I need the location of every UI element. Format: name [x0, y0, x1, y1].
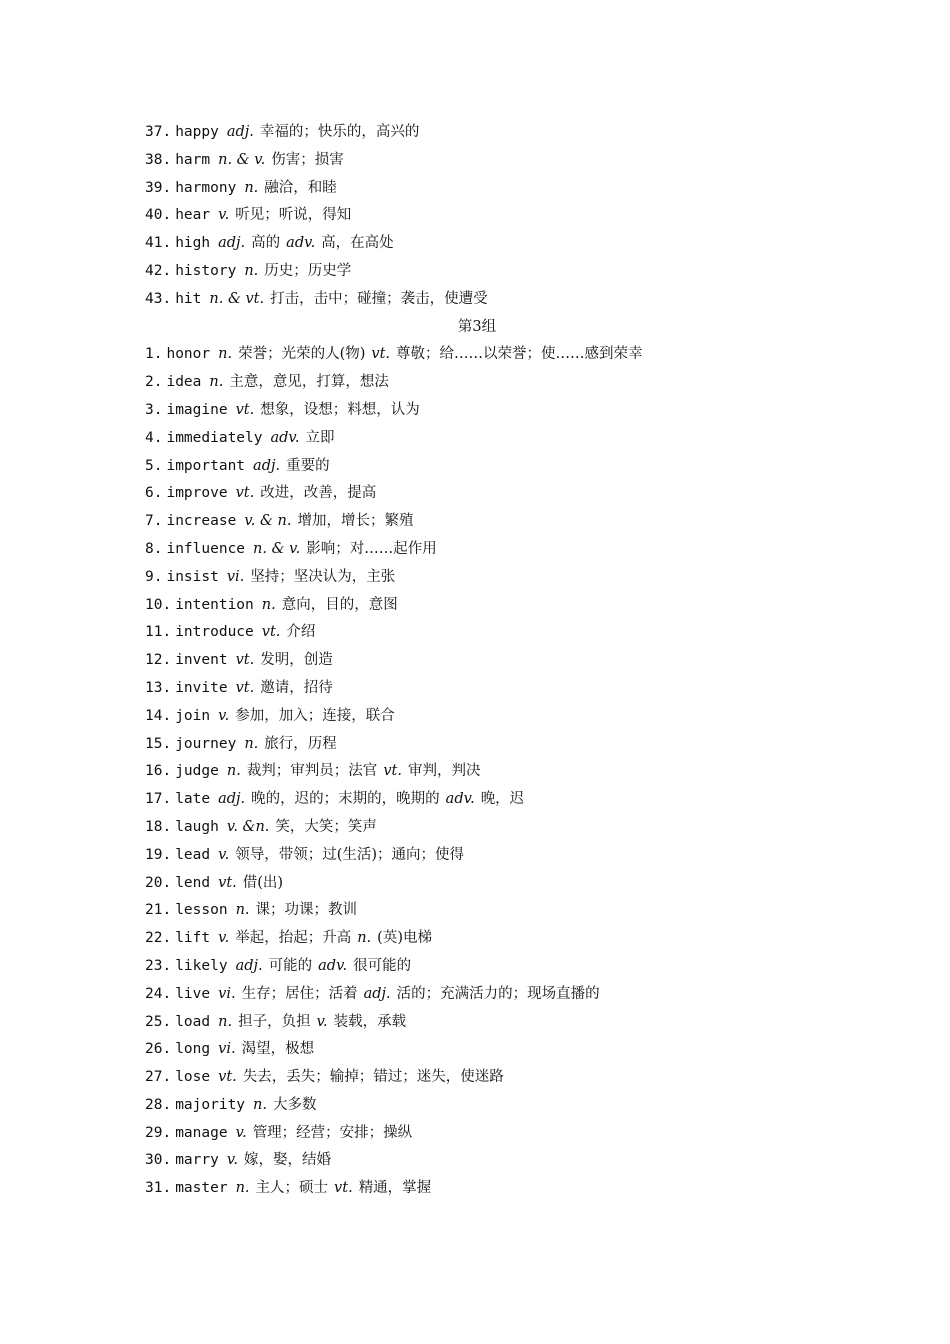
- entry-word: introduce: [175, 624, 254, 641]
- part-of-speech: n.: [244, 179, 259, 196]
- group-3-entries: [145, 341, 845, 1203]
- vocabulary-list: [145, 119, 845, 1203]
- entry-word: lead: [175, 846, 211, 863]
- entry-number: 29.: [145, 1124, 172, 1141]
- entry-number: 7.: [145, 513, 163, 530]
- entry-meaning: 大多数: [273, 1096, 317, 1113]
- entry-word: master: [175, 1180, 228, 1197]
- entry-meaning: 荣誉；光荣的人(物): [238, 346, 366, 363]
- entry-number: 1.: [145, 346, 163, 363]
- entry-word: imagine: [166, 401, 228, 418]
- entry-word: happy: [175, 124, 219, 140]
- entry-meaning: 晚的，迟的；末期的，晚期的: [251, 791, 440, 808]
- entry-meaning: 想象，设想；料想，认为: [260, 401, 420, 418]
- entry-meaning: 尊敬；给……以荣誉；使……感到荣幸: [396, 346, 643, 363]
- entry-number: 19.: [145, 846, 172, 863]
- entry-meaning: 笑，大笑；笑声: [275, 818, 377, 835]
- entry-word: likely: [175, 957, 228, 974]
- entry-word: long: [175, 1041, 211, 1058]
- entry-number: 6.: [145, 485, 163, 502]
- part-of-speech: adv.: [318, 957, 348, 974]
- vocab-entry: [145, 1064, 845, 1092]
- entry-meaning: 参加，加入；连接，联合: [235, 707, 395, 724]
- entry-number: 28.: [145, 1096, 172, 1113]
- entry-number: 40.: [145, 207, 172, 224]
- entry-number: 15.: [145, 735, 172, 752]
- entry-number: 24.: [145, 985, 172, 1002]
- vocab-entry: [145, 536, 845, 564]
- vocab-entry: [145, 814, 845, 842]
- entry-meaning: 嫁，娶，结婚: [243, 1152, 331, 1169]
- part-of-speech: vt.: [261, 624, 281, 641]
- entry-word: intention: [175, 596, 254, 613]
- entry-meaning: 听见；听说，得知: [235, 207, 352, 224]
- entry-meaning: 幸福的；快乐的，高兴的: [259, 124, 420, 140]
- entry-number: 11.: [145, 624, 172, 641]
- entry-meaning: 可能的: [268, 957, 313, 974]
- part-of-speech: v. &n.: [226, 818, 270, 835]
- entry-number: 13.: [145, 679, 172, 696]
- part-of-speech: vi.: [218, 1041, 236, 1058]
- entry-meaning: 打击，击中；碰撞；袭击，使遭受: [270, 290, 488, 307]
- entry-meaning: 领导，带领；过(生活)；通向；使得: [235, 846, 465, 863]
- entry-number: 20.: [145, 874, 172, 891]
- part-of-speech: vt.: [334, 1180, 353, 1197]
- entry-word: join: [175, 707, 211, 724]
- entry-meaning: 晚，迟: [480, 791, 525, 808]
- part-of-speech: n.: [218, 346, 233, 363]
- vocab-entry: [145, 369, 845, 397]
- entry-word: manage: [175, 1124, 228, 1141]
- entry-word: harm: [175, 151, 211, 168]
- vocab-entry: [145, 1120, 845, 1148]
- entry-meaning: 介绍: [286, 624, 316, 641]
- entry-number: 30.: [145, 1152, 172, 1169]
- entry-word: influence: [166, 540, 246, 557]
- entry-word: judge: [175, 763, 219, 780]
- entry-meaning: 历史；历史学: [264, 262, 352, 279]
- entry-number: 23.: [145, 957, 172, 974]
- part-of-speech: n. & v.: [218, 151, 266, 168]
- vocab-entry: [145, 842, 845, 870]
- entry-meaning: 担子，负担: [238, 1013, 311, 1030]
- part-of-speech: n.: [218, 1013, 233, 1030]
- entry-word: improve: [166, 485, 228, 502]
- entry-meaning: 主意，意见，打算，想法: [229, 374, 389, 391]
- entry-word: laugh: [175, 818, 219, 835]
- part-of-speech: v.: [226, 1152, 238, 1169]
- entry-number: 41.: [145, 235, 172, 252]
- vocab-entry: [145, 786, 845, 814]
- vocab-entry: [145, 758, 845, 786]
- part-of-speech: v. & n.: [244, 513, 292, 530]
- entry-word: invent: [175, 652, 228, 669]
- entry-meaning: 高，在高处: [321, 235, 394, 252]
- entry-meaning: 管理；经营；安排；操纵: [252, 1124, 413, 1141]
- part-of-speech: adv.: [270, 429, 300, 446]
- part-of-speech: vt.: [235, 401, 255, 418]
- entry-number: 10.: [145, 596, 172, 613]
- entry-number: 14.: [145, 707, 172, 724]
- part-of-speech: vt.: [235, 485, 255, 502]
- part-of-speech: n.: [357, 930, 372, 947]
- entry-word: idea: [166, 374, 202, 391]
- vocab-entry: [145, 592, 845, 620]
- part-of-speech: v.: [218, 930, 230, 947]
- vocab-entry: [145, 480, 845, 508]
- entry-meaning: 活的；充满活力的；现场直播的: [396, 985, 600, 1002]
- entry-meaning: 意向，目的，意图: [281, 596, 398, 613]
- vocab-entry: [145, 675, 845, 703]
- entry-meaning: (英)电梯: [377, 930, 432, 947]
- entry-number: 5.: [145, 457, 163, 474]
- entry-meaning: 借(出): [242, 874, 284, 891]
- part-of-speech: vt.: [235, 652, 255, 669]
- vocab-entry: [145, 1175, 845, 1203]
- vocab-entry: [145, 1092, 845, 1120]
- entry-number: 2.: [145, 374, 163, 391]
- entry-number: 42.: [145, 262, 172, 279]
- vocab-entry: [145, 870, 845, 898]
- entry-word: live: [175, 985, 211, 1002]
- vocab-entry: [145, 981, 845, 1009]
- entry-number: 25.: [145, 1013, 172, 1030]
- part-of-speech: adj.: [235, 957, 263, 974]
- entry-word: high: [175, 235, 211, 252]
- vocab-entry: [145, 564, 845, 592]
- entry-meaning: 渴望，极想: [241, 1041, 315, 1058]
- entry-meaning: 装载，承载: [333, 1013, 407, 1030]
- vocab-entry: [145, 731, 845, 759]
- entry-number: 4.: [145, 429, 163, 446]
- vocab-entry: [145, 286, 845, 314]
- part-of-speech: n.: [261, 596, 276, 613]
- entry-number: 12.: [145, 652, 172, 669]
- part-of-speech: adj.: [253, 457, 281, 474]
- entry-number: 22.: [145, 930, 172, 947]
- part-of-speech: adj.: [218, 791, 246, 808]
- entry-meaning: 重要的: [286, 457, 330, 474]
- entry-meaning: 改进，改善，提高: [260, 485, 377, 502]
- entry-word: hear: [175, 207, 211, 224]
- entry-word: honor: [166, 346, 211, 363]
- part-of-speech: v.: [218, 846, 230, 863]
- vocab-entry: [145, 341, 845, 369]
- part-of-speech: n. & vt.: [209, 290, 265, 307]
- entry-number: 26.: [145, 1041, 172, 1058]
- entry-number: 16.: [145, 763, 172, 780]
- entry-meaning: 立即: [305, 429, 335, 446]
- entry-word: harmony: [175, 179, 237, 196]
- entry-number: 8.: [145, 540, 163, 557]
- entry-word: majority: [175, 1096, 246, 1113]
- entry-word: late: [175, 791, 211, 808]
- entry-number: 37.: [145, 124, 172, 140]
- group-2-entries: [145, 119, 845, 314]
- group-3-heading: 第3组: [457, 318, 497, 335]
- part-of-speech: adj.: [218, 235, 246, 252]
- entry-meaning: 审判，判决: [407, 763, 481, 780]
- part-of-speech: v.: [218, 207, 230, 224]
- part-of-speech: n.: [253, 1096, 267, 1113]
- entry-word: lend: [175, 874, 211, 891]
- entry-number: 9.: [145, 568, 163, 585]
- vocab-entry: [145, 230, 845, 258]
- vocab-entry: [145, 647, 845, 675]
- part-of-speech: n.: [209, 374, 224, 391]
- entry-meaning: 伤害；损害: [271, 151, 344, 168]
- part-of-speech: n.: [244, 262, 259, 279]
- entry-word: lesson: [175, 902, 228, 919]
- vocab-entry: [145, 397, 845, 425]
- entry-word: invite: [175, 679, 228, 696]
- entry-word: important: [166, 457, 246, 474]
- entry-meaning: 精通，掌握: [358, 1180, 432, 1197]
- part-of-speech: adj.: [363, 985, 391, 1002]
- part-of-speech: n.: [226, 763, 241, 780]
- entry-number: 31.: [145, 1180, 172, 1197]
- vocab-entry: [145, 258, 845, 286]
- entry-word: load: [175, 1013, 211, 1030]
- vocab-entry: [145, 425, 845, 453]
- part-of-speech: n. & v.: [253, 540, 301, 557]
- part-of-speech: adv.: [286, 235, 316, 252]
- entry-word: immediately: [166, 429, 263, 446]
- vocab-entry: [145, 897, 845, 925]
- vocab-entry: [145, 175, 845, 203]
- vocab-entry: [145, 925, 845, 953]
- entry-word: journey: [175, 735, 237, 752]
- entry-meaning: 很可能的: [353, 957, 412, 974]
- entry-word: insist: [166, 568, 219, 585]
- part-of-speech: vi.: [226, 568, 245, 585]
- entry-meaning: 坚持；坚决认为，主张: [250, 568, 396, 585]
- vocab-entry: [145, 1036, 845, 1064]
- entry-number: 17.: [145, 791, 172, 808]
- entry-meaning: 失去，丢失；输掉；错过；迷失，使迷路: [242, 1069, 504, 1086]
- entry-number: 18.: [145, 818, 172, 835]
- entry-word: hit: [175, 290, 202, 307]
- part-of-speech: n.: [235, 1180, 250, 1197]
- entry-word: increase: [166, 513, 237, 530]
- entry-number: 38.: [145, 151, 172, 168]
- entry-word: marry: [175, 1152, 219, 1169]
- part-of-speech: vt.: [235, 679, 255, 696]
- entry-meaning: 旅行，历程: [264, 735, 337, 752]
- part-of-speech: adv.: [445, 791, 475, 808]
- entry-word: lift: [175, 930, 211, 947]
- entry-meaning: 发明，创造: [260, 652, 333, 669]
- vocab-entry: [145, 703, 845, 731]
- entry-meaning: 邀请，招待: [260, 679, 333, 696]
- entry-meaning: 生存；居住；活着: [241, 985, 358, 1002]
- vocab-entry: [145, 147, 845, 175]
- vocab-entry: [145, 119, 845, 147]
- vocab-entry: [145, 453, 845, 481]
- part-of-speech: vt.: [218, 874, 237, 891]
- vocab-entry: [145, 1147, 845, 1175]
- entry-meaning: 影响；对……起作用: [306, 540, 437, 557]
- part-of-speech: vt.: [218, 1069, 237, 1086]
- vocab-entry: [145, 202, 845, 230]
- entry-number: 21.: [145, 902, 172, 919]
- part-of-speech: v.: [235, 1124, 247, 1141]
- part-of-speech: v.: [218, 707, 230, 724]
- part-of-speech: vi.: [218, 985, 236, 1002]
- vocab-entry: [145, 1009, 845, 1037]
- entry-number: 27.: [145, 1069, 172, 1086]
- entry-number: 43.: [145, 290, 172, 307]
- vocab-entry: [145, 508, 845, 536]
- entry-number: 39.: [145, 179, 172, 196]
- entry-word: lose: [175, 1069, 211, 1086]
- part-of-speech: n.: [244, 735, 259, 752]
- entry-meaning: 高的: [251, 235, 281, 252]
- part-of-speech: vt.: [383, 763, 402, 780]
- entry-meaning: 课；功课；教训: [255, 902, 358, 919]
- vocab-entry: [145, 619, 845, 647]
- part-of-speech: v.: [316, 1013, 328, 1030]
- entry-meaning: 增加，增长；繁殖: [297, 513, 414, 530]
- vocab-entry: [145, 953, 845, 981]
- entry-meaning: 裁判；审判员；法官: [246, 763, 378, 780]
- part-of-speech: adj.: [226, 124, 254, 140]
- part-of-speech: n.: [235, 902, 250, 919]
- part-of-speech: vt.: [371, 346, 391, 363]
- entry-word: history: [175, 262, 237, 279]
- entry-number: 3.: [145, 401, 163, 418]
- entry-meaning: 主人；硕士: [255, 1180, 329, 1197]
- entry-meaning: 融洽，和睦: [264, 179, 337, 196]
- entry-meaning: 举起，抬起；升高: [235, 930, 352, 947]
